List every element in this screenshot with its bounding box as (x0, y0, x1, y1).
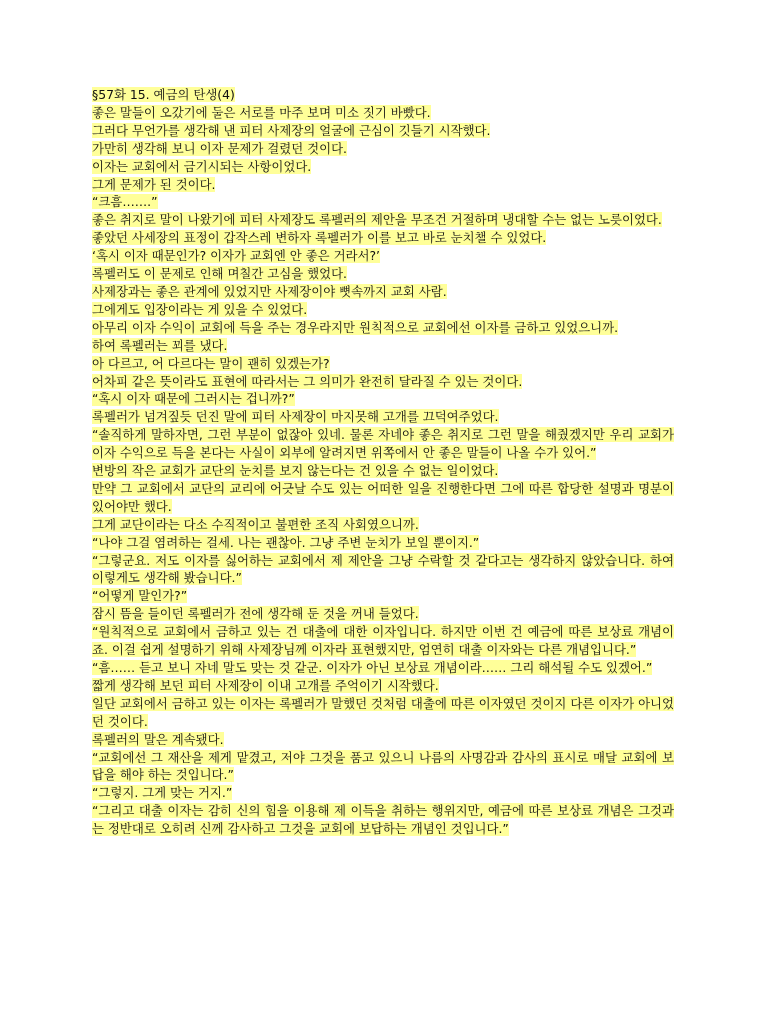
paragraph-19 (92, 426, 674, 462)
paragraph-20 (92, 462, 674, 480)
paragraph-1 (92, 104, 674, 122)
paragraph-5 (92, 176, 674, 194)
paragraph-text: 아무리 이자 수익이 교회에 득을 주는 경우라지만 원칙적으로 교회에선 이자를 금하고 있었으니까. (92, 319, 619, 335)
paragraph-text: “원칙적으로 교회에서 금하고 있는 건 대출에 대한 이자입니다. 하지만 이번 건 예금에 따른 보상료 개념이죠. 이걸 쉽게 설명하기 위해 사제장님께 이자라 표현했지만, 엄연히 대출 이자와는 다른 개념입니다.” (92, 624, 674, 658)
paragraph-text: 하여 록펠러는 꾀를 냈다. (92, 337, 228, 353)
paragraph-text: “솔직하게 말하자면, 그런 부분이 없잖아 있네. 물론 자네야 좋은 취지로 그런 말을 해줬겠지만 우리 교회가 이자 수익으로 득을 본다는 사실이 외부에 알려지면 위쪽에서 안 좋은 말들이 나올 수가 있어.” (92, 427, 674, 461)
paragraph-text: “크흠…….” (92, 194, 158, 210)
paragraph-text: 좋았던 사세장의 표정이 갑작스레 변하자 록펠러가 이를 보고 바로 눈치챌 수 있었다. (92, 230, 547, 246)
paragraph-text: 좋은 말들이 오갔기에 둘은 서로를 마주 보며 미소 짓기 바빴다. (92, 104, 431, 120)
paragraph-3 (92, 140, 674, 158)
paragraph-7 (92, 211, 674, 229)
paragraph-text: 일단 교회에서 금하고 있는 이자는 록펠러가 말했던 것처럼 대출에 따른 이자였던 것이지 다른 이자가 아니었던 것이다. (92, 695, 674, 729)
paragraph-10 (92, 265, 674, 283)
paragraph-text: “그리고 대출 이자는 감히 신의 힘을 이용해 제 이득을 취하는 행위지만, 예금에 따른 보상료 개념은 그것과는 정반대로 오히려 신께 감사하고 그것을 교회에 보답하는 개념인 것입니다.” (92, 803, 674, 837)
paragraph-18 (92, 408, 674, 426)
paragraph-text: 그게 교단이라는 다소 수직적이고 불편한 조직 사회였으니까. (92, 516, 419, 532)
document-page (92, 86, 674, 838)
paragraph-text: 좋은 취지로 말이 나왔기에 피터 사제장도 록펠러의 제안을 무조건 거절하며 냉대할 수는 없는 노릇이었다. (92, 212, 662, 228)
chapter-title-text: §57화 15. 예금의 탄생(4) (92, 87, 235, 102)
paragraph-25 (92, 587, 674, 605)
paragraph-22 (92, 516, 674, 534)
paragraph-9 (92, 247, 674, 265)
paragraph-12 (92, 301, 674, 319)
paragraph-text: 아 다르고, 어 다르다는 말이 괜히 있겠는가? (92, 355, 330, 371)
paragraph-text: 이자는 교회에서 금기시되는 사항이었다. (92, 158, 312, 174)
paragraph-26 (92, 605, 674, 623)
paragraph-text: ‘혹시 이자 때문인가? 이자가 교회엔 안 좋은 거라서?’ (92, 248, 380, 264)
paragraph-text: “교회에선 그 재산을 제게 맡겼고, 저야 그것을 품고 있으니 나름의 사명감과 감사의 표시로 매달 교회에 보답을 해야 하는 것입니다.” (92, 749, 674, 783)
paragraph-23 (92, 534, 674, 552)
paragraph-text: “그렇지. 그게 맞는 거지.” (92, 785, 233, 801)
paragraph-text: 만약 그 교회에서 교단의 교리에 어긋날 수도 있는 어떠한 일을 진행한다면 그에 따른 합당한 설명과 명분이 있어야만 했다. (92, 480, 674, 514)
paragraph-text: “흠…… 듣고 보니 자네 말도 맞는 것 같군. 이자가 아닌 보상료 개념이라…… 그리 해석될 수도 있겠어.” (92, 660, 653, 675)
paragraph-17 (92, 390, 674, 408)
paragraph-2 (92, 122, 674, 140)
paragraph-text: 록펠러가 넘겨짚듯 던진 말에 피터 사제장이 마지못해 고개를 끄덕여주었다. (92, 409, 499, 425)
paragraph-21 (92, 480, 674, 516)
paragraph-13 (92, 319, 674, 337)
paragraph-text: 록펠러도 이 문제로 인해 며칠간 고심을 했었다. (92, 266, 347, 282)
paragraph-text: 록펠러의 말은 계속됐다. (92, 731, 224, 747)
paragraph-29 (92, 677, 674, 695)
paragraph-text: 그에게도 입장이라는 게 있을 수 있었다. (92, 301, 308, 317)
paragraph-31 (92, 731, 674, 749)
paragraph-30 (92, 695, 674, 731)
paragraph-text: “혹시 이자 때문에 그러시는 겁니까?” (92, 391, 295, 407)
paragraph-text: “나야 그걸 염려하는 걸세. 나는 괜찮아. 그냥 주변 눈치가 보일 뿐이지.” (92, 534, 480, 550)
paragraph-33 (92, 784, 674, 802)
paragraph-32 (92, 749, 674, 785)
paragraph-24 (92, 552, 674, 588)
paragraph-text: 어차피 같은 뜻이라도 표현에 따라서는 그 의미가 완전히 달라질 수 있는 것이다. (92, 373, 523, 389)
paragraph-6 (92, 193, 674, 211)
paragraph-text: “그렇군요. 저도 이자를 싫어하는 교회에서 제 제안을 그냥 수락할 것 같다고는 생각하지 않았습니다. 하여 이렇게도 생각해 봤습니다.” (92, 552, 674, 586)
paragraph-8 (92, 229, 674, 247)
paragraph-28 (92, 659, 674, 677)
paragraph-text: 잠시 뜸을 들이던 록펠러가 전에 생각해 둔 것을 꺼내 들었다. (92, 606, 419, 622)
paragraph-16 (92, 373, 674, 391)
paragraph-text: “어떻게 말인가?” (92, 588, 188, 604)
paragraph-14 (92, 337, 674, 355)
paragraph-4 (92, 158, 674, 176)
paragraph-27 (92, 623, 674, 659)
paragraph-text: 그게 문제가 된 것이다. (92, 176, 216, 192)
paragraph-34 (92, 802, 674, 838)
paragraph-text: 가만히 생각해 보니 이자 문제가 걸렸던 것이다. (92, 140, 347, 156)
paragraph-text: 그러다 무언가를 생각해 낸 피터 사제장의 얼굴에 근심이 깃들기 시작했다. (92, 122, 491, 138)
paragraph-text: 사제장과는 좋은 관계에 있었지만 사제장이야 뼛속까지 교회 사람. (92, 283, 447, 299)
chapter-title (92, 86, 674, 104)
paragraph-15 (92, 355, 674, 373)
paragraph-11 (92, 283, 674, 301)
paragraph-text: 짧게 생각해 보던 피터 사제장이 이내 고개를 주억이기 시작했다. (92, 677, 439, 693)
paragraph-text: 변방의 작은 교회가 교단의 눈치를 보지 않는다는 건 있을 수 없는 일이었다. (92, 463, 499, 479)
